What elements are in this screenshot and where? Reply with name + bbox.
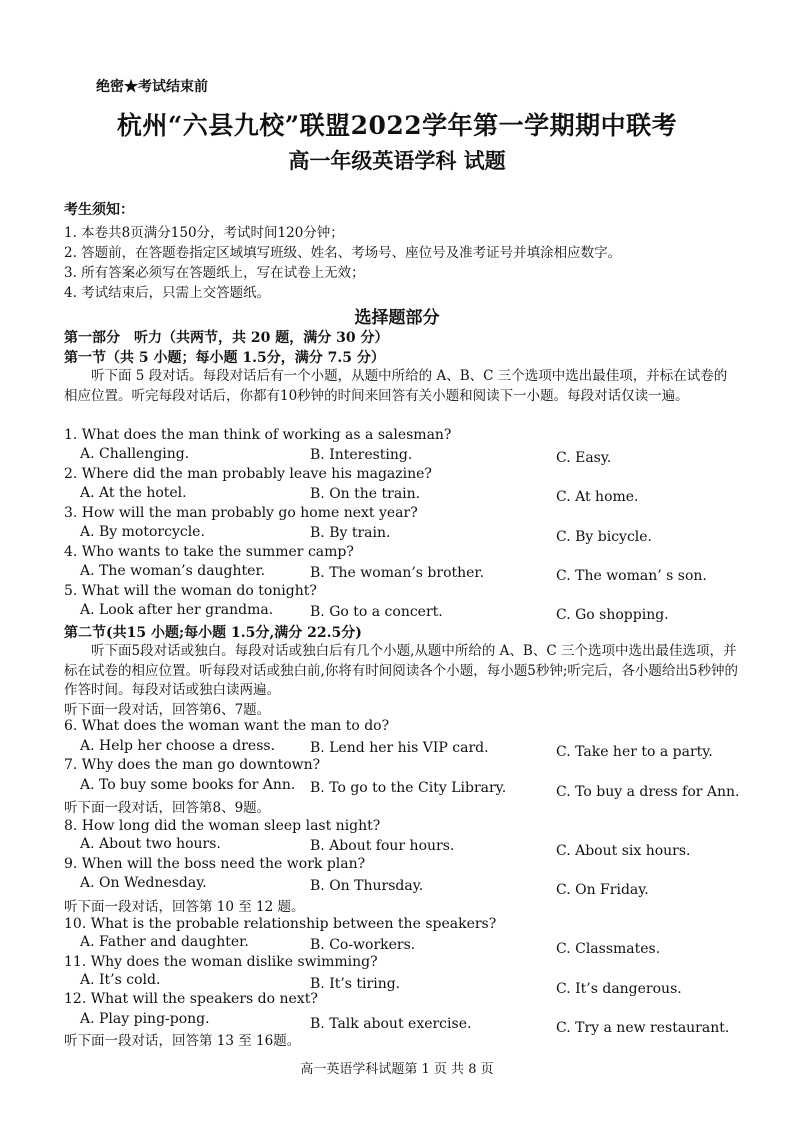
dialogue-lead-13-16: 听下面一段对话，回答第 13 至 16题。 (64, 1033, 301, 1049)
q9-option-c: C. On Friday. (556, 882, 649, 898)
q11-option-a: A. It’s cold. (80, 972, 161, 988)
q11-option-c: C. It’s dangerous. (556, 981, 682, 997)
q1-option-c: C. Easy. (556, 450, 612, 466)
q7-option-a: A. To buy some books for Ann. (80, 777, 296, 793)
part1-section2-heading: 第二节(共15 小题;每小题 1.5分,满分 22.5分) (64, 625, 362, 641)
part1-section1-instructions (64, 367, 740, 406)
dialogue-lead-8-9: 听下面一段对话，回答第8、9题。 (64, 800, 271, 816)
q12-option-c: C. Try a new restaurant. (556, 1020, 730, 1036)
question-7: 7. Why does the man go downtown? (64, 757, 321, 773)
q6-option-a: A. Help her choose a dress. (80, 738, 276, 754)
instructions-text: 听下面5段对话或独白。每段对话或独白后有几个小题,从题中所给的 A、B、C 三个选项中选出最佳选项，并标在试卷的相应位置。听每段对话或独白前,你将有时间阅读各个小题，每小题5秒钟;听完后，各小题给出5秒钟的作答时间。每段对话或独白读两遍。 (64, 643, 739, 698)
question-9: 9. When will the boss need the work plan? (64, 856, 366, 872)
notice-item-3: 3. 所有答案必须写在答题纸上，写在试卷上无效； (64, 265, 365, 281)
q8-option-a: A. About two hours. (80, 836, 221, 852)
question-6: 6. What does the woman want the man to do? (64, 718, 390, 734)
q8-option-c: C. About six hours. (556, 843, 691, 859)
q8-option-b: B. About four hours. (310, 838, 455, 854)
q11-option-b: B. It’s tiring. (310, 976, 401, 992)
question-2: 2. Where did the man probably leave his magazine? (64, 466, 432, 482)
exam-title: 杭州“六县九校”联盟2022学年第一学期期中联考 (116, 111, 678, 140)
question-8: 8. How long did the woman sleep last night? (64, 818, 381, 834)
q2-option-c: C. At home. (556, 489, 639, 505)
question-3: 3. How will the man probably go home next year? (64, 505, 418, 521)
q3-option-a: A. By motorcycle. (80, 524, 205, 540)
question-12: 12. What will the speakers do next? (64, 991, 318, 1007)
dialogue-lead-6-7: 听下面一段对话，回答第6、7题。 (64, 702, 271, 718)
question-1: 1. What does the man think of working as a salesman? (64, 427, 452, 443)
q9-option-b: B. On Thursday. (310, 878, 424, 894)
page-footer: 高一英语学科试题第 1 页 共 8 页 (300, 1062, 494, 1077)
notice-item-1: 1. 本卷共8页满分150分，考试时间120分钟； (64, 225, 344, 241)
q1-option-a: A. Challenging. (80, 446, 190, 462)
confidential-mark: 绝密★考试结束前 (96, 79, 208, 95)
q1-option-b: B. Interesting. (310, 447, 413, 463)
q12-option-b: B. Talk about exercise. (310, 1016, 472, 1032)
part1-heading: 第一部分 听力（共两节，共 20 题，满分 30 分） (64, 330, 389, 346)
notice-item-4: 4. 考试结束后，只需上交答题纸。 (64, 285, 271, 301)
exam-subtitle: 高一年级英语学科 试题 (288, 148, 506, 173)
q10-option-b: B. Co-workers. (310, 937, 416, 953)
question-4: 4. Who wants to take the summer camp? (64, 544, 354, 560)
section-title: 选择题部分 (354, 308, 440, 328)
q10-option-a: A. Father and daughter. (80, 934, 249, 950)
q7-option-c: C. To buy a dress for Ann. (556, 784, 740, 800)
q9-option-a: A. On Wednesday. (80, 875, 207, 891)
q2-option-a: A. At the hotel. (80, 485, 187, 501)
q10-option-c: C. Classmates. (556, 941, 661, 957)
q4-option-c: C. The woman’ s son. (556, 568, 707, 584)
q5-option-c: C. Go shopping. (556, 607, 669, 623)
q6-option-c: C. Take her to a party. (556, 744, 713, 760)
part1-section1-heading: 第一节（共 5 小题；每小题 1.5分，满分 7.5 分） (64, 350, 385, 366)
q6-option-b: B. Lend her his VIP card. (310, 740, 489, 756)
q5-option-a: A. Look after her grandma. (80, 602, 274, 618)
question-5: 5. What will the woman do tonight? (64, 583, 317, 599)
part1-section2-instructions (64, 642, 740, 701)
q2-option-b: B. On the train. (310, 486, 421, 502)
q4-option-a: A. The woman’s daughter. (80, 563, 266, 579)
question-11: 11. Why does the woman dislike swimming? (64, 954, 378, 970)
q12-option-a: A. Play ping-pong. (80, 1011, 210, 1027)
instructions-text: 听下面 5 段对话。每段对话后有一个小题，从题中所给的 A、B、C 三个选项中选出最佳项，并标在试卷的相应位置。听完每段对话后，你都有10秒钟的时间来回答有关小题和阅读下一小题。每段对话仅读一遍。 (64, 368, 728, 404)
q7-option-b: B. To go to the City Library. (310, 780, 507, 796)
q3-option-c: C. By bicycle. (556, 529, 653, 545)
notice-heading: 考生须知： (64, 202, 134, 218)
q3-option-b: B. By train. (310, 525, 391, 541)
notice-item-2: 2. 答题前，在答题卷指定区域填写班级、姓名、考场号、座位号及准考证号并填涂相应数字。 (64, 245, 622, 261)
dialogue-lead-10-12: 听下面一段对话，回答第 10 至 12 题。 (64, 899, 305, 915)
q4-option-b: B. The woman’s brother. (310, 565, 485, 581)
question-10: 10. What is the probable relationship between the speakers? (64, 916, 497, 932)
q5-option-b: B. Go to a concert. (310, 604, 443, 620)
